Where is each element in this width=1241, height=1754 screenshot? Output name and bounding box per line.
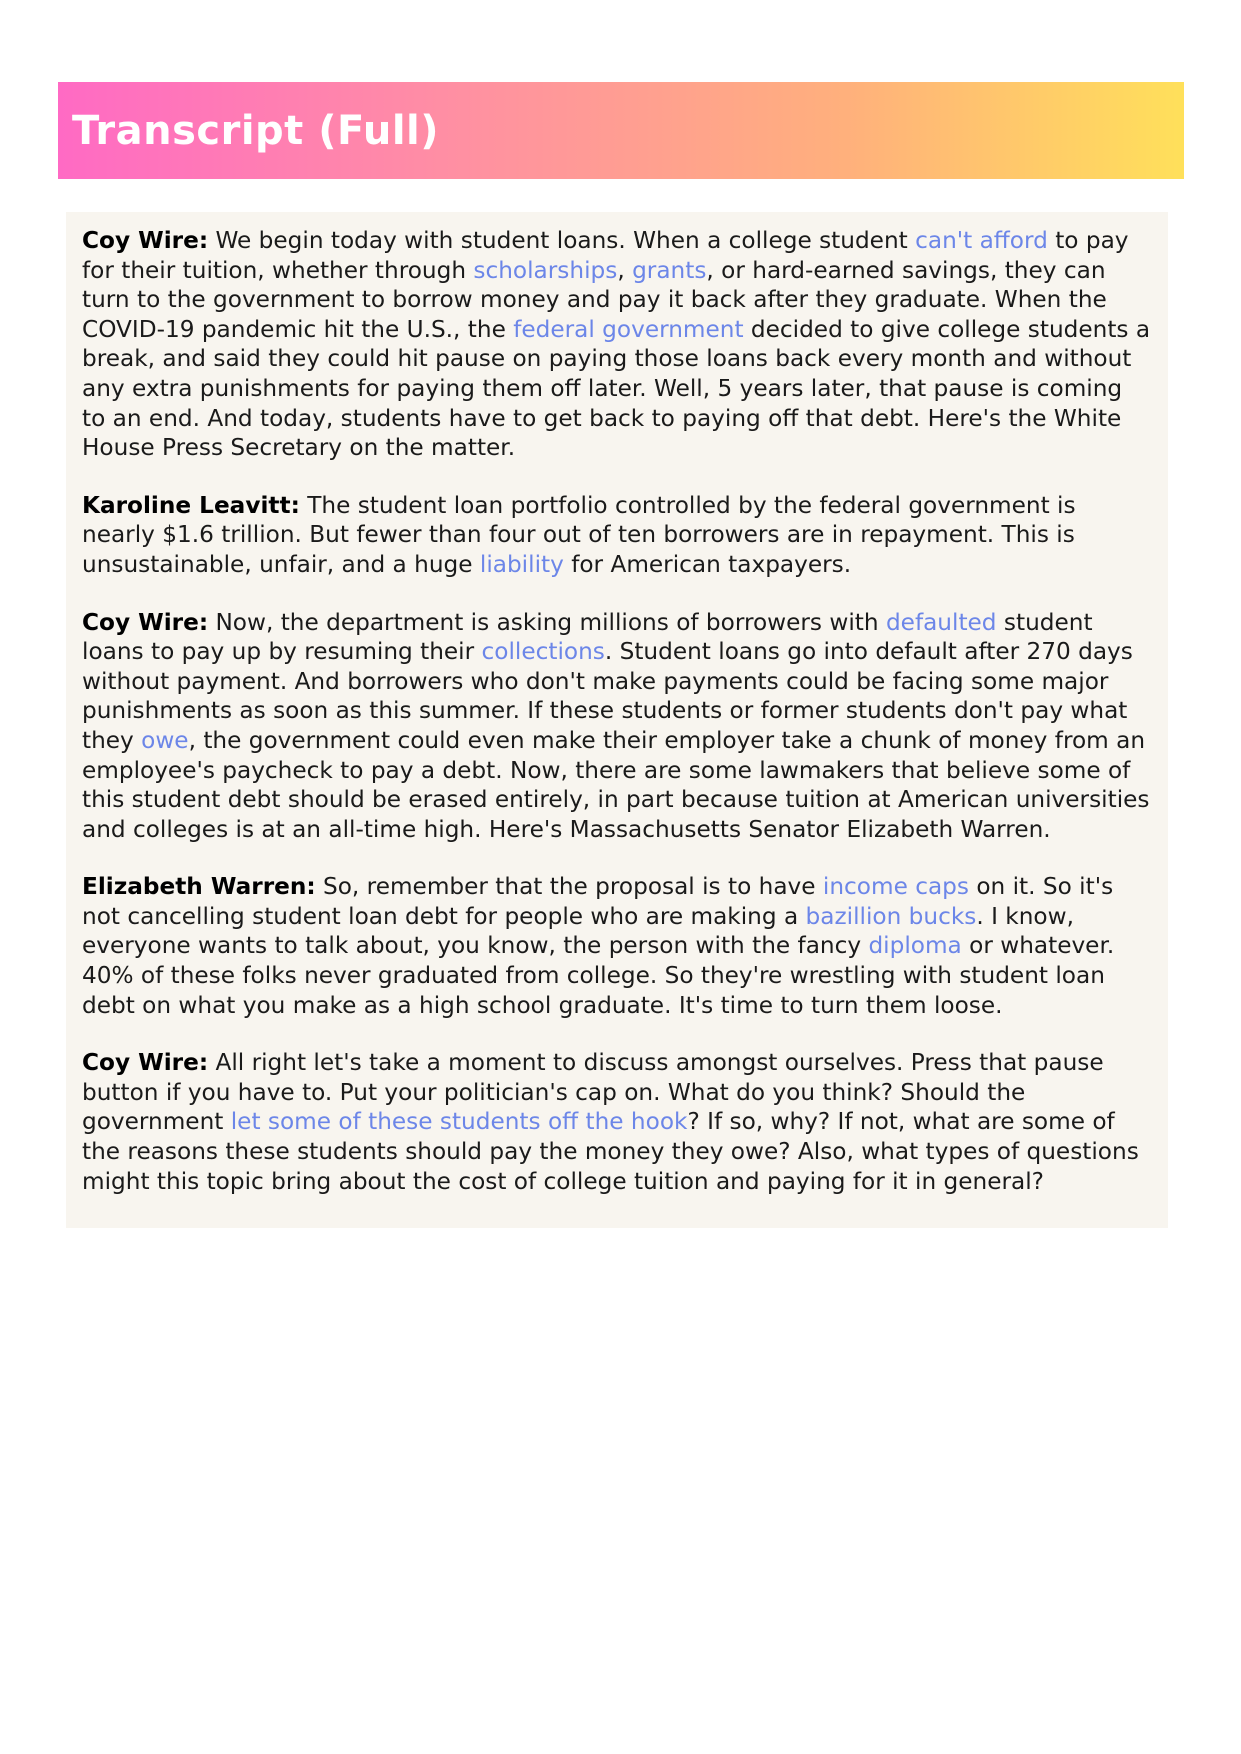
speaker-name: Coy Wire: — [82, 1049, 209, 1077]
transcript-text: . I know, everyone wants to talk about, you know, the person with the fancy — [82, 902, 1074, 960]
transcript-text: All right let's take a moment to discuss amongst ourselves. Press that pause button if you have to. Put your politician's cap on. What do you think? Should the government — [82, 1049, 1104, 1136]
speaker-name: Elizabeth Warren: — [82, 873, 316, 901]
transcript-text: to pay for their tuition, whether through — [82, 227, 1129, 284]
transcript-panel — [66, 212, 1168, 1228]
transcript-text: student loans to pay up by resuming their — [82, 608, 1093, 666]
transcript-text: on it. So it's not cancelling student loan debt for people who are making a — [82, 873, 1114, 930]
speaker-name: Karoline Leavitt: — [82, 491, 300, 519]
transcript-text: Now, the department is asking millions of borrowers with — [208, 608, 886, 636]
transcript-text: , the government could even make their employer take a chunk of money from an employee's paycheck to pay a debt. Now, there are some lawmakers that believe some of this student debt should be erased entirely, in part because tuition at American universities and colleges is at an all-time high. Here's Massachusetts Senator Elizabeth Warren. — [82, 726, 1150, 843]
vocab-link[interactable]: let some of these students off the hook — [230, 1108, 688, 1136]
vocab-link[interactable]: scholarships — [473, 256, 618, 284]
vocab-link[interactable]: bazillion bucks — [805, 902, 977, 930]
transcript-paragraph — [82, 608, 1152, 845]
transcript-paragraph — [82, 872, 1152, 1020]
speaker-name: Coy Wire: — [82, 608, 209, 636]
transcript-paragraph — [82, 1048, 1152, 1196]
transcript-text: , — [617, 256, 633, 284]
vocab-link[interactable]: income caps — [822, 873, 969, 901]
vocab-link[interactable]: grants — [632, 256, 707, 284]
vocab-link[interactable]: owe — [141, 726, 189, 754]
transcript-text: . Student loans go into default after 270 days without payment. And borrowers who don't make payments could be facing some major punishments as soon as this summer. If these students or former students don't pay what they — [82, 638, 1133, 754]
vocab-link[interactable]: liability — [479, 550, 564, 578]
transcript-text: decided to give college students a break, and said they could hit pause on paying those loans back every month and without any extra punishments for paying them off later. Well, 5 years later, that pause is coming to an end. And today, students have to get back to paying off that debt. Here's the White House Press Secretary on the matter. — [82, 315, 1151, 462]
transcript-text: , or hard-earned savings, they can turn to the government to borrow money and pay it back after they graduate. When the COVID-19 pandemic hit the U.S., the — [82, 256, 1107, 343]
vocab-link[interactable]: diploma — [868, 932, 962, 960]
vocab-link[interactable]: defaulted — [885, 608, 997, 636]
transcript-header — [58, 82, 1184, 179]
page-title: Transcript (Full) — [72, 107, 440, 154]
transcript-paragraph — [82, 491, 1152, 580]
transcript-text: So, remember that the proposal is to have — [315, 873, 823, 901]
transcript-text: ? If so, why? If not, what are some of the reasons these students should pay the money they owe? Also, what types of questions might this topic bring about the cost of college tuition and paying for it in general? — [82, 1108, 1139, 1195]
vocab-link[interactable]: collections — [481, 638, 605, 666]
transcript-text: The student loan portfolio controlled by the federal government is nearly $1.6 trillion. But fewer than four out of ten borrowers are in repayment. This is unsustainable, unfair, and a huge — [82, 491, 1076, 578]
speaker-name: Coy Wire: — [82, 227, 209, 254]
vocab-link[interactable]: federal government — [513, 315, 744, 343]
transcript-text: for American taxpayers. — [563, 550, 852, 578]
transcript-text: We begin today with student loans. When a college student — [208, 227, 916, 254]
transcript-paragraph — [82, 226, 1152, 463]
transcript-text: or whatever. 40% of these folks never graduated from college. So they're wrestling with student loan debt on what you make as a high school graduate. It's time to turn them loose. — [82, 932, 1115, 1019]
vocab-link[interactable]: can't afford — [915, 227, 1048, 254]
